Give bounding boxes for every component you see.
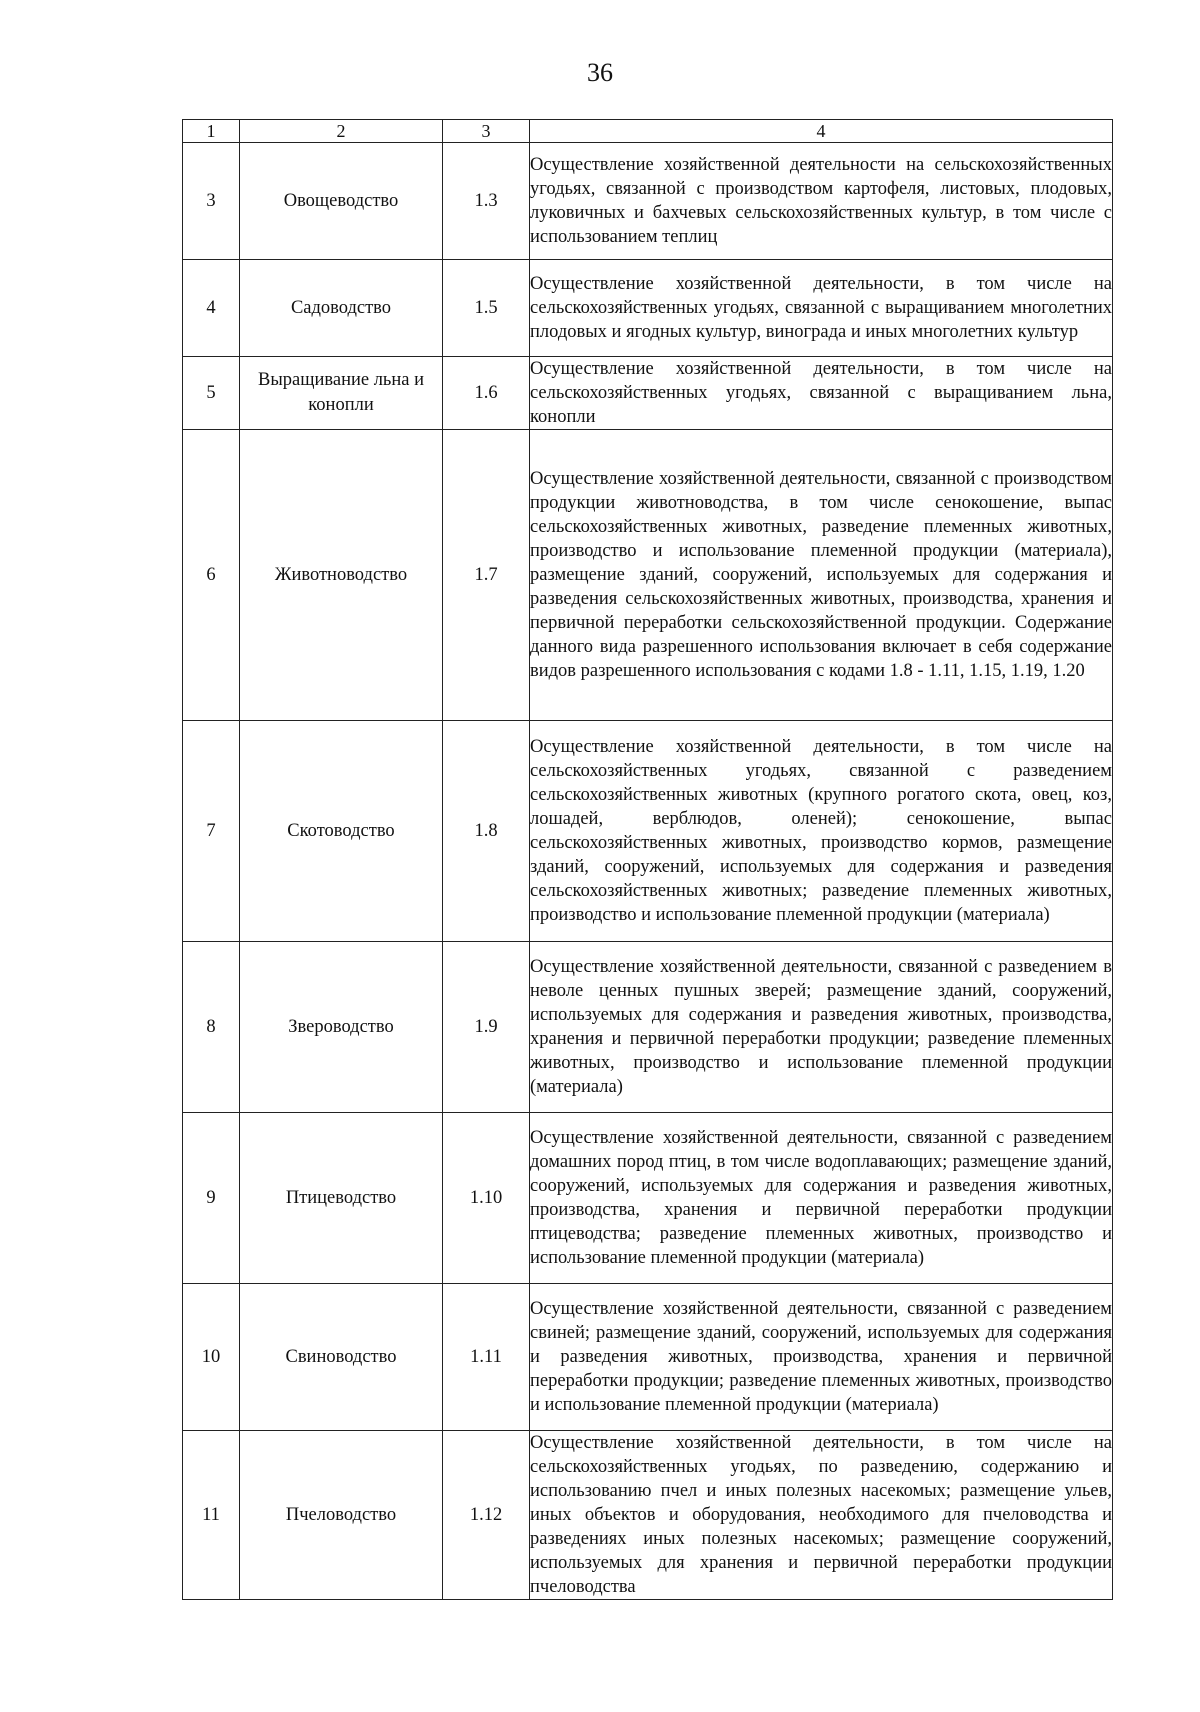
use-type-code: 1.3 <box>443 143 530 260</box>
table-row <box>183 357 1113 430</box>
use-type-description: Осуществление хозяйственной деятельности, связанной с разведением в неволе ценных пушных зверей; размещение зданий, сооружений, используемых для содержания и разведения животных, производства, хранения и первичной переработки продукции; разведение племенных животных, производство и использование племенной продукции (материала) <box>530 942 1113 1113</box>
use-type-code: 1.12 <box>443 1431 530 1600</box>
use-type-name: Птицеводство <box>240 1113 443 1284</box>
use-type-code: 1.10 <box>443 1113 530 1284</box>
use-type-description: Осуществление хозяйственной деятельности, связанной с разведением свиней; размещение зданий, сооружений, используемых для содержания и разведения животных, производства, хранения и первичной переработки продукции; разведение племенных животных, производство и использование племенной продукции (материала) <box>530 1284 1113 1431</box>
use-type-description: Осуществление хозяйственной деятельности, связанной с разведением домашних пород птиц, в том числе водоплавающих; размещение зданий, сооружений, используемых для содержания и разведения животных, производства, хранения и первичной переработки продукции птицеводства; разведение племенных животных, производство и использование племенной продукции (материала) <box>530 1113 1113 1284</box>
row-number: 8 <box>183 942 240 1113</box>
use-type-description: Осуществление хозяйственной деятельности, в том числе на сельскохозяйственных угодьях, связанной с выращиванием льна, конопли <box>530 357 1113 430</box>
use-type-code: 1.7 <box>443 430 530 721</box>
row-number: 9 <box>183 1113 240 1284</box>
use-type-description: Осуществление хозяйственной деятельности, в том числе на сельскохозяйственных угодьях, связанной с разведением сельскохозяйственных животных (крупного рогатого скота, овец, коз, лошадей, верблюдов, оленей); сенокошение, выпас сельскохозяйственных животных, производство кормов, размещение зданий, сооружений, используемых для содержания и разведения сельскохозяйственных животных; разведение племенных животных, производство и использование племенной продукции (материала) <box>530 721 1113 942</box>
header-cell-3: 3 <box>443 120 530 143</box>
page-number: 36 <box>587 58 613 87</box>
row-number: 4 <box>183 260 240 357</box>
use-type-name: Свиноводство <box>240 1284 443 1431</box>
table-header-row <box>183 120 1113 143</box>
row-number: 10 <box>183 1284 240 1431</box>
table-row <box>183 430 1113 721</box>
row-number: 7 <box>183 721 240 942</box>
use-type-description: Осуществление хозяйственной деятельности на сельскохозяйственных угодьях, связанной с производством картофеля, листовых, плодовых, луковичных и бахчевых сельскохозяйственных культур, в том числе с использованием теплиц <box>530 143 1113 260</box>
use-type-name: Звероводство <box>240 942 443 1113</box>
header-cell-1: 1 <box>183 120 240 143</box>
use-type-name: Выращивание льна и конопли <box>240 357 443 430</box>
use-type-code: 1.6 <box>443 357 530 430</box>
table-row <box>183 721 1113 942</box>
land-use-table <box>182 119 1113 1600</box>
table-row <box>183 143 1113 260</box>
use-type-description: Осуществление хозяйственной деятельности, в том числе на сельскохозяйственных угодьях, по разведению, содержанию и использованию пчел и иных полезных насекомых; размещение ульев, иных объектов и оборудования, необходимого для пчеловодства и разведениях иных полезных насекомых; размещение сооружений, используемых для хранения и первичной переработки продукции пчеловодства <box>530 1431 1113 1600</box>
use-type-name: Садоводство <box>240 260 443 357</box>
row-number: 11 <box>183 1431 240 1600</box>
use-type-name: Скотоводство <box>240 721 443 942</box>
use-type-code: 1.8 <box>443 721 530 942</box>
table-row <box>183 1113 1113 1284</box>
row-number: 5 <box>183 357 240 430</box>
use-type-code: 1.11 <box>443 1284 530 1431</box>
row-number: 3 <box>183 143 240 260</box>
table-row <box>183 1284 1113 1431</box>
use-type-name: Овощеводство <box>240 143 443 260</box>
use-type-code: 1.5 <box>443 260 530 357</box>
table-row <box>183 942 1113 1113</box>
use-type-code: 1.9 <box>443 942 530 1113</box>
header-cell-2: 2 <box>240 120 443 143</box>
use-type-name: Пчеловодство <box>240 1431 443 1600</box>
table-row <box>183 260 1113 357</box>
header-cell-4: 4 <box>530 120 1113 143</box>
use-type-description: Осуществление хозяйственной деятельности, связанной с производством продукции животноводства, в том числе сенокошение, выпас сельскохозяйственных животных, разведение племенных животных, производство и использование племенной продукции (материала), размещение зданий, сооружений, используемых для содержания и разведения сельскохозяйственных животных, производства, хранения и первичной переработки сельскохозяйственной продукции. Содержание данного вида разрешенного использования включает в себя содержание видов разрешенного использования с кодами 1.8 - 1.11, 1.15, 1.19, 1.20 <box>530 430 1113 721</box>
row-number: 6 <box>183 430 240 721</box>
use-type-description: Осуществление хозяйственной деятельности, в том числе на сельскохозяйственных угодьях, связанной с выращиванием многолетних плодовых и ягодных культур, винограда и иных многолетних культур <box>530 260 1113 357</box>
use-type-name: Животноводство <box>240 430 443 721</box>
table-row <box>183 1431 1113 1600</box>
